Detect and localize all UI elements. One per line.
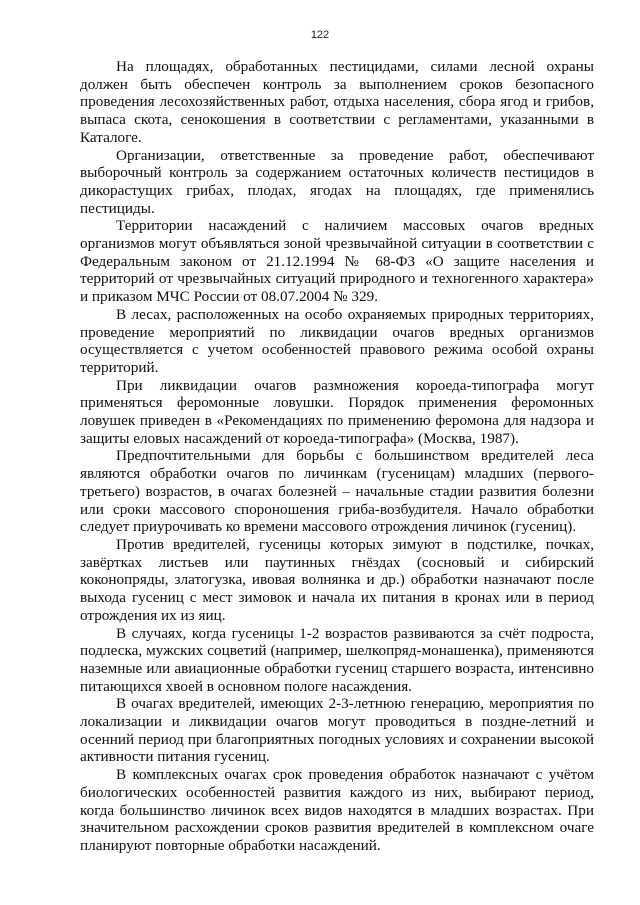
paragraph: В случаях, когда гусеницы 1-2 возрастов развиваются за счёт подроста, подлеска, мужских соцветий (например, шелкопряд-монашенка), применяются наземные или авиационные обработки гусениц старшего возраста, интенсивно питающихся хвоей в основном пологе насаждения. [80,624,594,695]
paragraph: В лесах, расположенных на особо охраняемых природных территориях, проведение мероприятий по ликвидации очагов вредных организмов осуществляется с учетом особенностей правового режима особой охраны территорий. [80,305,594,376]
paragraph: На площадях, обработанных пестицидами, силами лесной охраны должен быть обеспечен контроль за выполнением сроков безопасного проведения лесохозяйственных работ, отдыха населения, сбора ягод и грибов, выпаса скота, сенокошения в соответствии с регламентами, указанными в Каталоге. [80,58,594,146]
paragraph: Против вредителей, гусеницы которых зимуют в подстилке, почках, завёртках листьев или паутинных гнёздах (сосновый и сибирский коконопряды, златогузка, ивовая волнянка и др.) обработки назначают после выхода гусениц с мест зимовок и начала их питания в кронах или в период отрождения их из яиц. [80,535,594,624]
document-body [80,58,594,855]
paragraph: Организации, ответственные за проведение работ, обеспечивают выборочный контроль за содержанием остаточных количеств пестицидов в дикорастущих грибах, плодах, ягодах на площадях, где применялись пестициды. [80,146,594,217]
paragraph: Предпочтительными для борьбы с большинством вредителей леса являются обработки очагов по личинкам (гусеницам) младших (первого-третьего) возрастов, в очагах болезней – начальные стадии развития болезни или сроки массового спороношения гриба-возбудителя. Начало обработки следует приурочивать ко времени массового отрождения личинок (гусениц). [80,447,594,536]
paragraph: В комплексных очагах срок проведения обработок назначают с учётом биологических особенностей развития каждого из них, выбирают период, когда большинство личинок всех видов находятся в младших возрастах. При значительном расхождении сроков развития вредителей в комплексном очаге планируют повторные обработки насаждений. [80,766,594,854]
paragraph: При ликвидации очагов размножения короеда-типографа могут применяться феромонные ловушки. Порядок применения феромонных ловушек приведен в «Рекомендациях по применению феромона для надзора и защиты еловых насаждений от короеда-типографа» (Москва, 1987). [80,376,594,447]
paragraph: Территории насаждений с наличием массовых очагов вредных организмов могут объявляться зоной чрезвычайной ситуации в соответствии с Федеральным законом от 21.12.1994 № 68-ФЗ «О защите населения и территорий от чрезвычайных ситуаций природного и техногенного характера» и приказом МЧС России от 08.07.2004 № 329. [80,217,594,306]
paragraph: В очагах вредителей, имеющих 2-3-летнюю генерацию, мероприятия по локализации и ликвидации очагов могут проводиться в поздне-летний и осенний период при благоприятных погодных условиях и сохранении высокой активности питания гусениц. [80,695,594,766]
page-number: 122 [310,29,330,41]
